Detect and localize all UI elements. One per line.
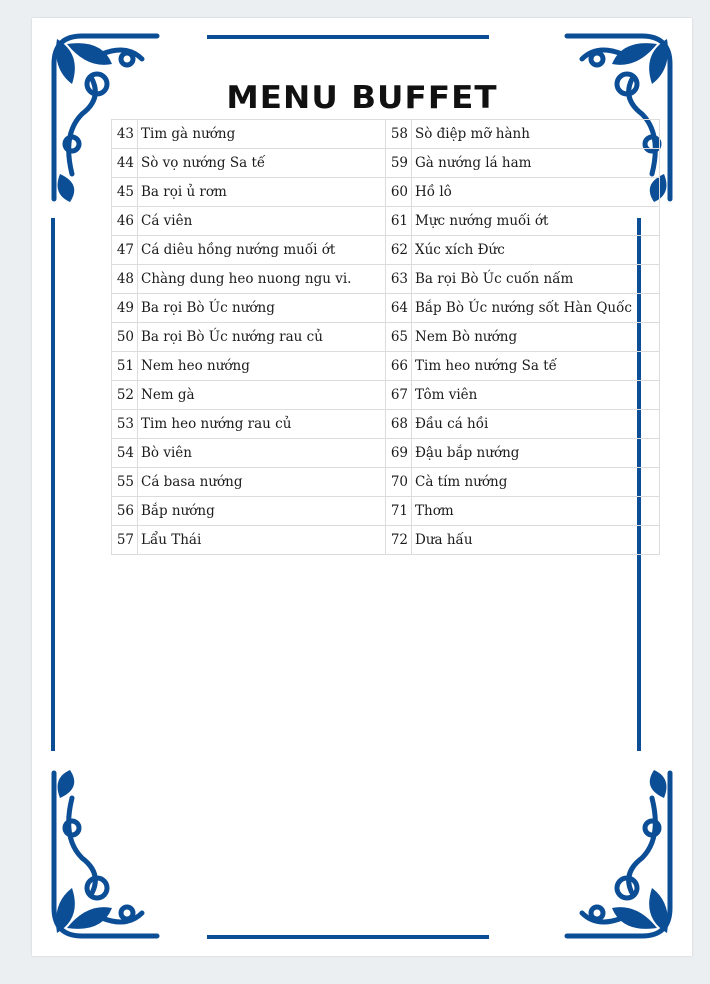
item-number: 55	[112, 468, 138, 497]
item-name: Chàng dung heo nuong ngu vi.	[138, 265, 386, 294]
menu-table-body	[112, 120, 660, 555]
item-number: 45	[112, 178, 138, 207]
table-row	[112, 149, 660, 178]
item-name: Sò vọ nướng Sa tế	[138, 149, 386, 178]
table-row	[112, 294, 660, 323]
item-number: 49	[112, 294, 138, 323]
table-row	[112, 352, 660, 381]
item-number: 58	[386, 120, 412, 149]
table-row	[112, 497, 660, 526]
item-name: Sò điệp mỡ hành	[412, 120, 660, 149]
item-number: 47	[112, 236, 138, 265]
item-number: 66	[386, 352, 412, 381]
item-name: Ba rọi ủ rơm	[138, 178, 386, 207]
item-number: 53	[112, 410, 138, 439]
corner-ornament-bottom-right	[562, 768, 682, 948]
table-row	[112, 526, 660, 555]
table-row	[112, 381, 660, 410]
table-row	[112, 120, 660, 149]
item-number: 60	[386, 178, 412, 207]
item-number: 59	[386, 149, 412, 178]
table-row	[112, 323, 660, 352]
item-number: 56	[112, 497, 138, 526]
item-name: Nem gà	[138, 381, 386, 410]
item-number: 48	[112, 265, 138, 294]
item-number: 57	[112, 526, 138, 555]
item-name: Đậu bắp nướng	[412, 439, 660, 468]
item-number: 62	[386, 236, 412, 265]
item-number: 69	[386, 439, 412, 468]
item-number: 50	[112, 323, 138, 352]
item-name: Ba rọi Bò Úc nướng	[138, 294, 386, 323]
item-name: Thơm	[412, 497, 660, 526]
item-name: Tôm viên	[412, 381, 660, 410]
item-number: 63	[386, 265, 412, 294]
frame-left-line	[51, 218, 55, 751]
menu-table	[111, 119, 660, 555]
frame-bottom-line	[207, 935, 489, 939]
item-name: Cá basa nướng	[138, 468, 386, 497]
item-number: 43	[112, 120, 138, 149]
item-number: 44	[112, 149, 138, 178]
item-number: 54	[112, 439, 138, 468]
item-name: Cá diêu hồng nướng muối ớt	[138, 236, 386, 265]
item-number: 71	[386, 497, 412, 526]
table-row	[112, 236, 660, 265]
item-number: 46	[112, 207, 138, 236]
item-name: Tim heo nướng Sa tế	[412, 352, 660, 381]
item-name: Nem Bò nướng	[412, 323, 660, 352]
item-name: Cà tím nướng	[412, 468, 660, 497]
corner-ornament-bottom-left	[42, 768, 162, 948]
table-row	[112, 410, 660, 439]
item-number: 61	[386, 207, 412, 236]
table-row	[112, 207, 660, 236]
item-name: Tim heo nướng rau củ	[138, 410, 386, 439]
item-number: 68	[386, 410, 412, 439]
item-name: Ba rọi Bò Úc nướng rau củ	[138, 323, 386, 352]
table-row	[112, 439, 660, 468]
item-number: 67	[386, 381, 412, 410]
menu-title: MENU BUFFET	[226, 80, 498, 116]
table-row	[112, 468, 660, 497]
item-name: Hồ lô	[412, 178, 660, 207]
item-name: Tim gà nướng	[138, 120, 386, 149]
item-number: 72	[386, 526, 412, 555]
item-name: Bắp Bò Úc nướng sốt Hàn Quốc	[412, 294, 660, 323]
table-row	[112, 178, 660, 207]
item-name: Ba rọi Bò Úc cuốn nấm	[412, 265, 660, 294]
item-name: Lẩu Thái	[138, 526, 386, 555]
item-number: 70	[386, 468, 412, 497]
item-name: Cá viên	[138, 207, 386, 236]
item-name: Nem heo nướng	[138, 352, 386, 381]
item-name: Bò viên	[138, 439, 386, 468]
item-name: Mực nướng muối ớt	[412, 207, 660, 236]
item-name: Xúc xích Đức	[412, 236, 660, 265]
item-name: Dưa hấu	[412, 526, 660, 555]
item-name: Gà nướng lá ham	[412, 149, 660, 178]
table-row	[112, 265, 660, 294]
frame-top-line	[207, 35, 489, 39]
item-name: Bắp nướng	[138, 497, 386, 526]
menu-page	[32, 18, 692, 956]
item-number: 65	[386, 323, 412, 352]
item-name: Đầu cá hồi	[412, 410, 660, 439]
item-number: 52	[112, 381, 138, 410]
item-number: 51	[112, 352, 138, 381]
item-number: 64	[386, 294, 412, 323]
